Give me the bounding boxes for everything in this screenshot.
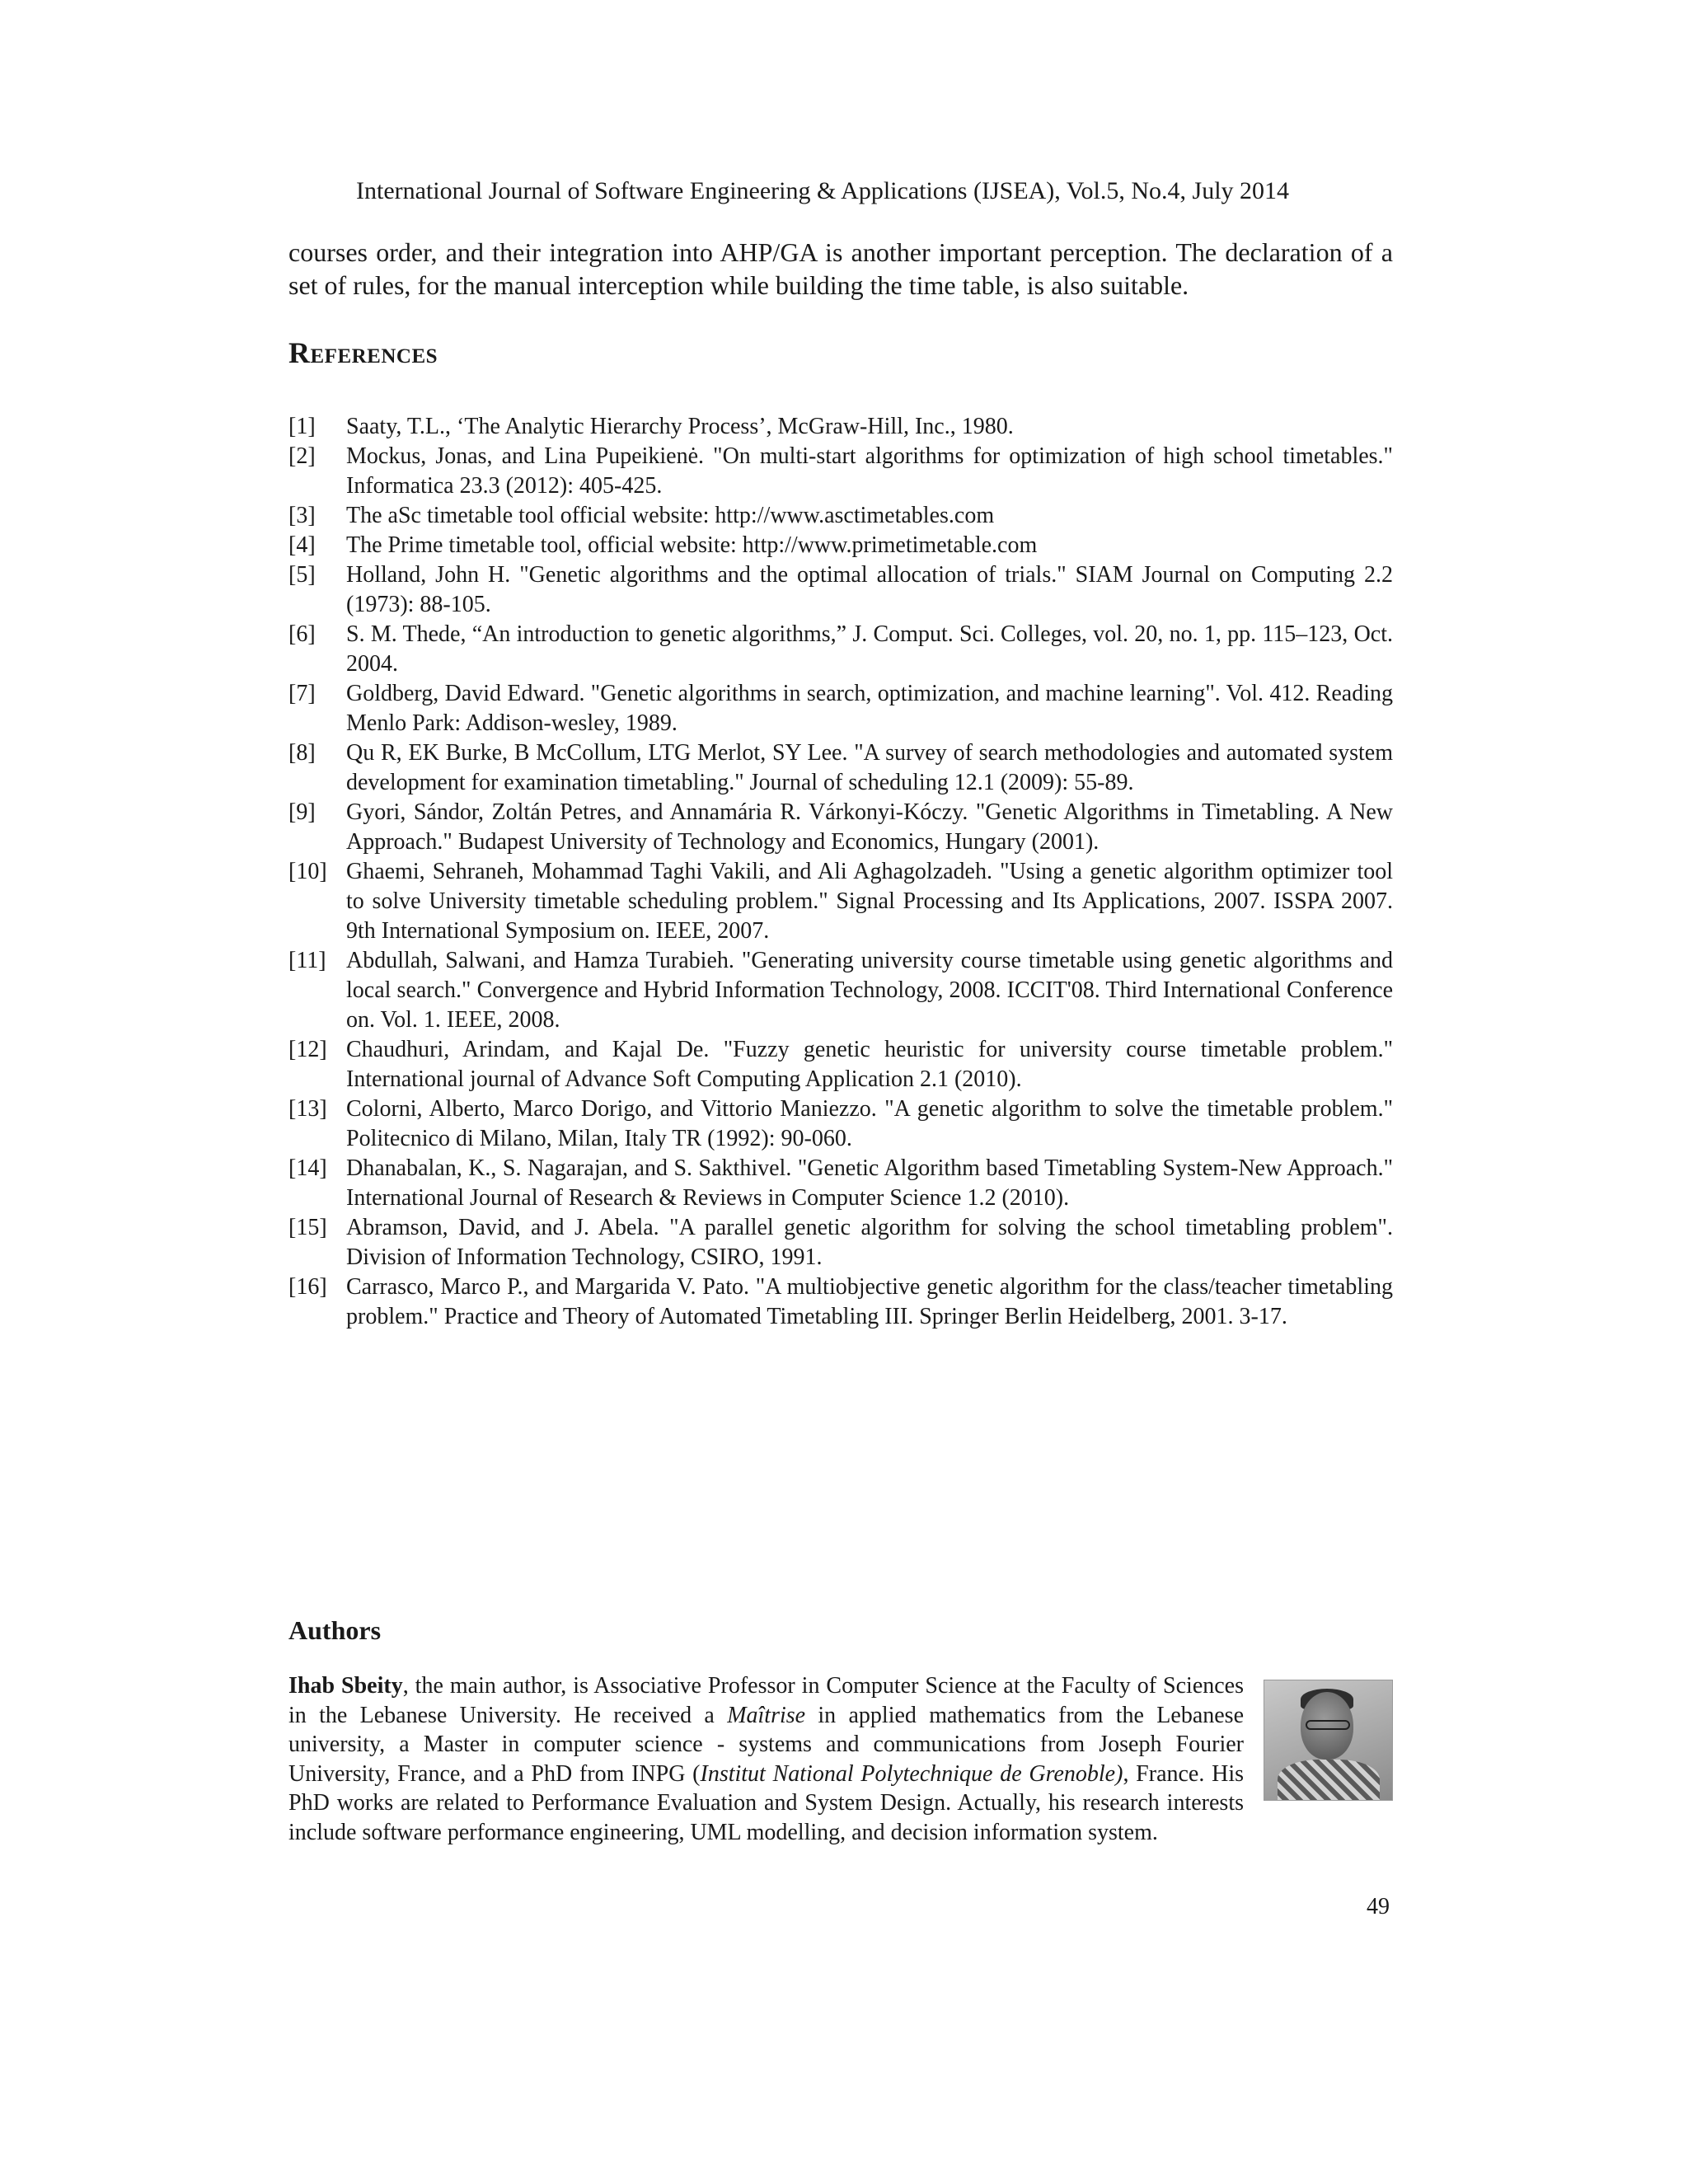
reference-item [288,1035,1393,1094]
reference-number: [14] [288,1155,327,1181]
reference-item [288,531,1393,560]
reference-text: Colorni, Alberto, Marco Dorigo, and Vittorio Maniezzo. "A genetic algorithm to solve the timetable problem." Politecnico di Milano, Milan, Italy TR (1992): 90-060. [346,1096,1393,1151]
author-photo-glasses [1306,1720,1350,1730]
author-bio-text: , France. His PhD works are related to Performance Evaluation and System Design. Actually, his research interests include software performance engineering, UML modelling, and decision information system. [288,1760,1244,1845]
reference-item [288,1213,1393,1272]
reference-number: [5] [288,562,316,588]
references-heading: References [288,336,438,369]
running-header: International Journal of Software Engineering & Applications (IJSEA), Vol.5, No.4, July 2014 [356,177,1290,204]
reference-list [288,412,1393,1332]
page-number: 49 [1367,1894,1390,1919]
reference-text: Abdullah, Salwani, and Hamza Turabieh. "Generating university course timetable using genetic algorithms and local search." Convergence and Hybrid Information Technology, 2008. ICCIT'08. Third International Conference on. Vol. 1. IEEE, 2008. [346,948,1393,1033]
reference-item [288,412,1393,442]
reference-text: Holland, John H. "Genetic algorithms and the optimal allocation of trials." SIAM Journal on Computing 2.2 (1973): 88-105. [346,562,1393,617]
reference-item [288,679,1393,738]
author-bio [288,1671,1393,1847]
author-photo [1264,1680,1393,1801]
reference-number: [9] [288,799,316,825]
author-photo-shirt [1278,1760,1380,1801]
reference-text: Qu R, EK Burke, B McCollum, LTG Merlot, SY Lee. "A survey of search methodologies and automated system development for examination timetabling." Journal of scheduling 12.1 (2009): 55-89. [346,740,1393,795]
reference-number: [13] [288,1096,327,1122]
reference-item [288,442,1393,501]
author-name: Ihab Sbeity [288,1673,403,1699]
authors-heading: Authors [288,1615,382,1645]
reference-number: [3] [288,503,316,528]
reference-item [288,798,1393,857]
reference-number: [15] [288,1215,327,1240]
reference-item [288,946,1393,1035]
reference-text: Chaudhuri, Arindam, and Kajal De. "Fuzzy genetic heuristic for university course timetable problem." International journal of Advance Soft Computing Application 2.1 (2010). [346,1037,1393,1092]
reference-text: The Prime timetable tool, official website: http://www.primetimetable.com [346,532,1038,558]
reference-text: Dhanabalan, K., S. Nagarajan, and S. Sakthivel. "Genetic Algorithm based Timetabling System-New Approach." International Journal of Research & Reviews in Computer Science 1.2 (2010). [346,1155,1393,1211]
author-bio-institute: Institut National Polytechnique de Grenoble) [700,1760,1123,1787]
reference-number: [1] [288,414,316,439]
reference-text: Gyori, Sándor, Zoltán Petres, and Annamária R. Várkonyi-Kóczy. "Genetic Algorithms in Timetabling. A New Approach." Budapest University of Technology and Economics, Hungary (2001). [346,799,1393,855]
reference-text: Goldberg, David Edward. "Genetic algorithms in search, optimization, and machine learning". Vol. 412. Reading Menlo Park: Addison-wesley, 1989. [346,681,1393,736]
reference-text: Saaty, T.L., ‘The Analytic Hierarchy Process’, McGraw-Hill, Inc., 1980. [346,414,1014,439]
reference-number: [10] [288,859,327,884]
reference-text: The aSc timetable tool official website: http://www.asctimetables.com [346,503,995,528]
reference-item [288,857,1393,946]
reference-item [288,1272,1393,1332]
author-bio-degree: Maîtrise [727,1702,806,1728]
reference-number: [7] [288,681,316,706]
reference-text: Abramson, David, and J. Abela. "A parallel genetic algorithm for solving the school timetabling problem". Division of Information Technology, CSIRO, 1991. [346,1215,1393,1270]
reference-number: [16] [288,1274,327,1300]
reference-number: [8] [288,740,316,766]
reference-text: Mockus, Jonas, and Lina Pupeikienė. "On multi-start algorithms for optimization of high school timetables." Informatica 23.3 (2012): 405-425. [346,443,1393,499]
reference-number: [4] [288,532,316,558]
reference-number: [11] [288,948,326,973]
reference-text: Ghaemi, Sehraneh, Mohammad Taghi Vakili, and Ali Aghagolzadeh. "Using a genetic algorithm optimizer tool to solve University timetable scheduling problem." Signal Processing and Its Applications, 2007. ISSPA 2007. 9th International Symposium on. IEEE, 2007. [346,859,1393,944]
reference-number: [2] [288,443,316,469]
reference-number: [6] [288,621,316,647]
reference-item [288,501,1393,531]
reference-item [288,1154,1393,1213]
author-bio-text: in applied mathematics from the Lebanese university, a Master in computer science - systems and communications from Joseph Fourier University, France, and a PhD from INPG ( [288,1702,1245,1787]
reference-text: S. M. Thede, “An introduction to genetic algorithms,” J. Comput. Sci. Colleges, vol. 20, no. 1, pp. 115–123, Oct. 2004. [346,621,1393,677]
author-bio-text: , the main author, is Associative Professor in Computer Science at the Faculty of Sciences in the Lebanese University. He received a [288,1673,1244,1728]
reference-item [288,620,1393,679]
reference-number: [12] [288,1037,327,1062]
reference-item [288,1094,1393,1154]
reference-item [288,738,1393,798]
intro-paragraph: courses order, and their integration into AHP/GA is another important perception. The declaration of a set of rules, for the manual interception while building the time table, is also suitable. [288,237,1393,300]
reference-item [288,560,1393,620]
reference-text: Carrasco, Marco P., and Margarida V. Pato. "A multiobjective genetic algorithm for the class/teacher timetabling problem." Practice and Theory of Automated Timetabling III. Springer Berlin Heidelberg, 2001. 3-17. [346,1274,1393,1329]
